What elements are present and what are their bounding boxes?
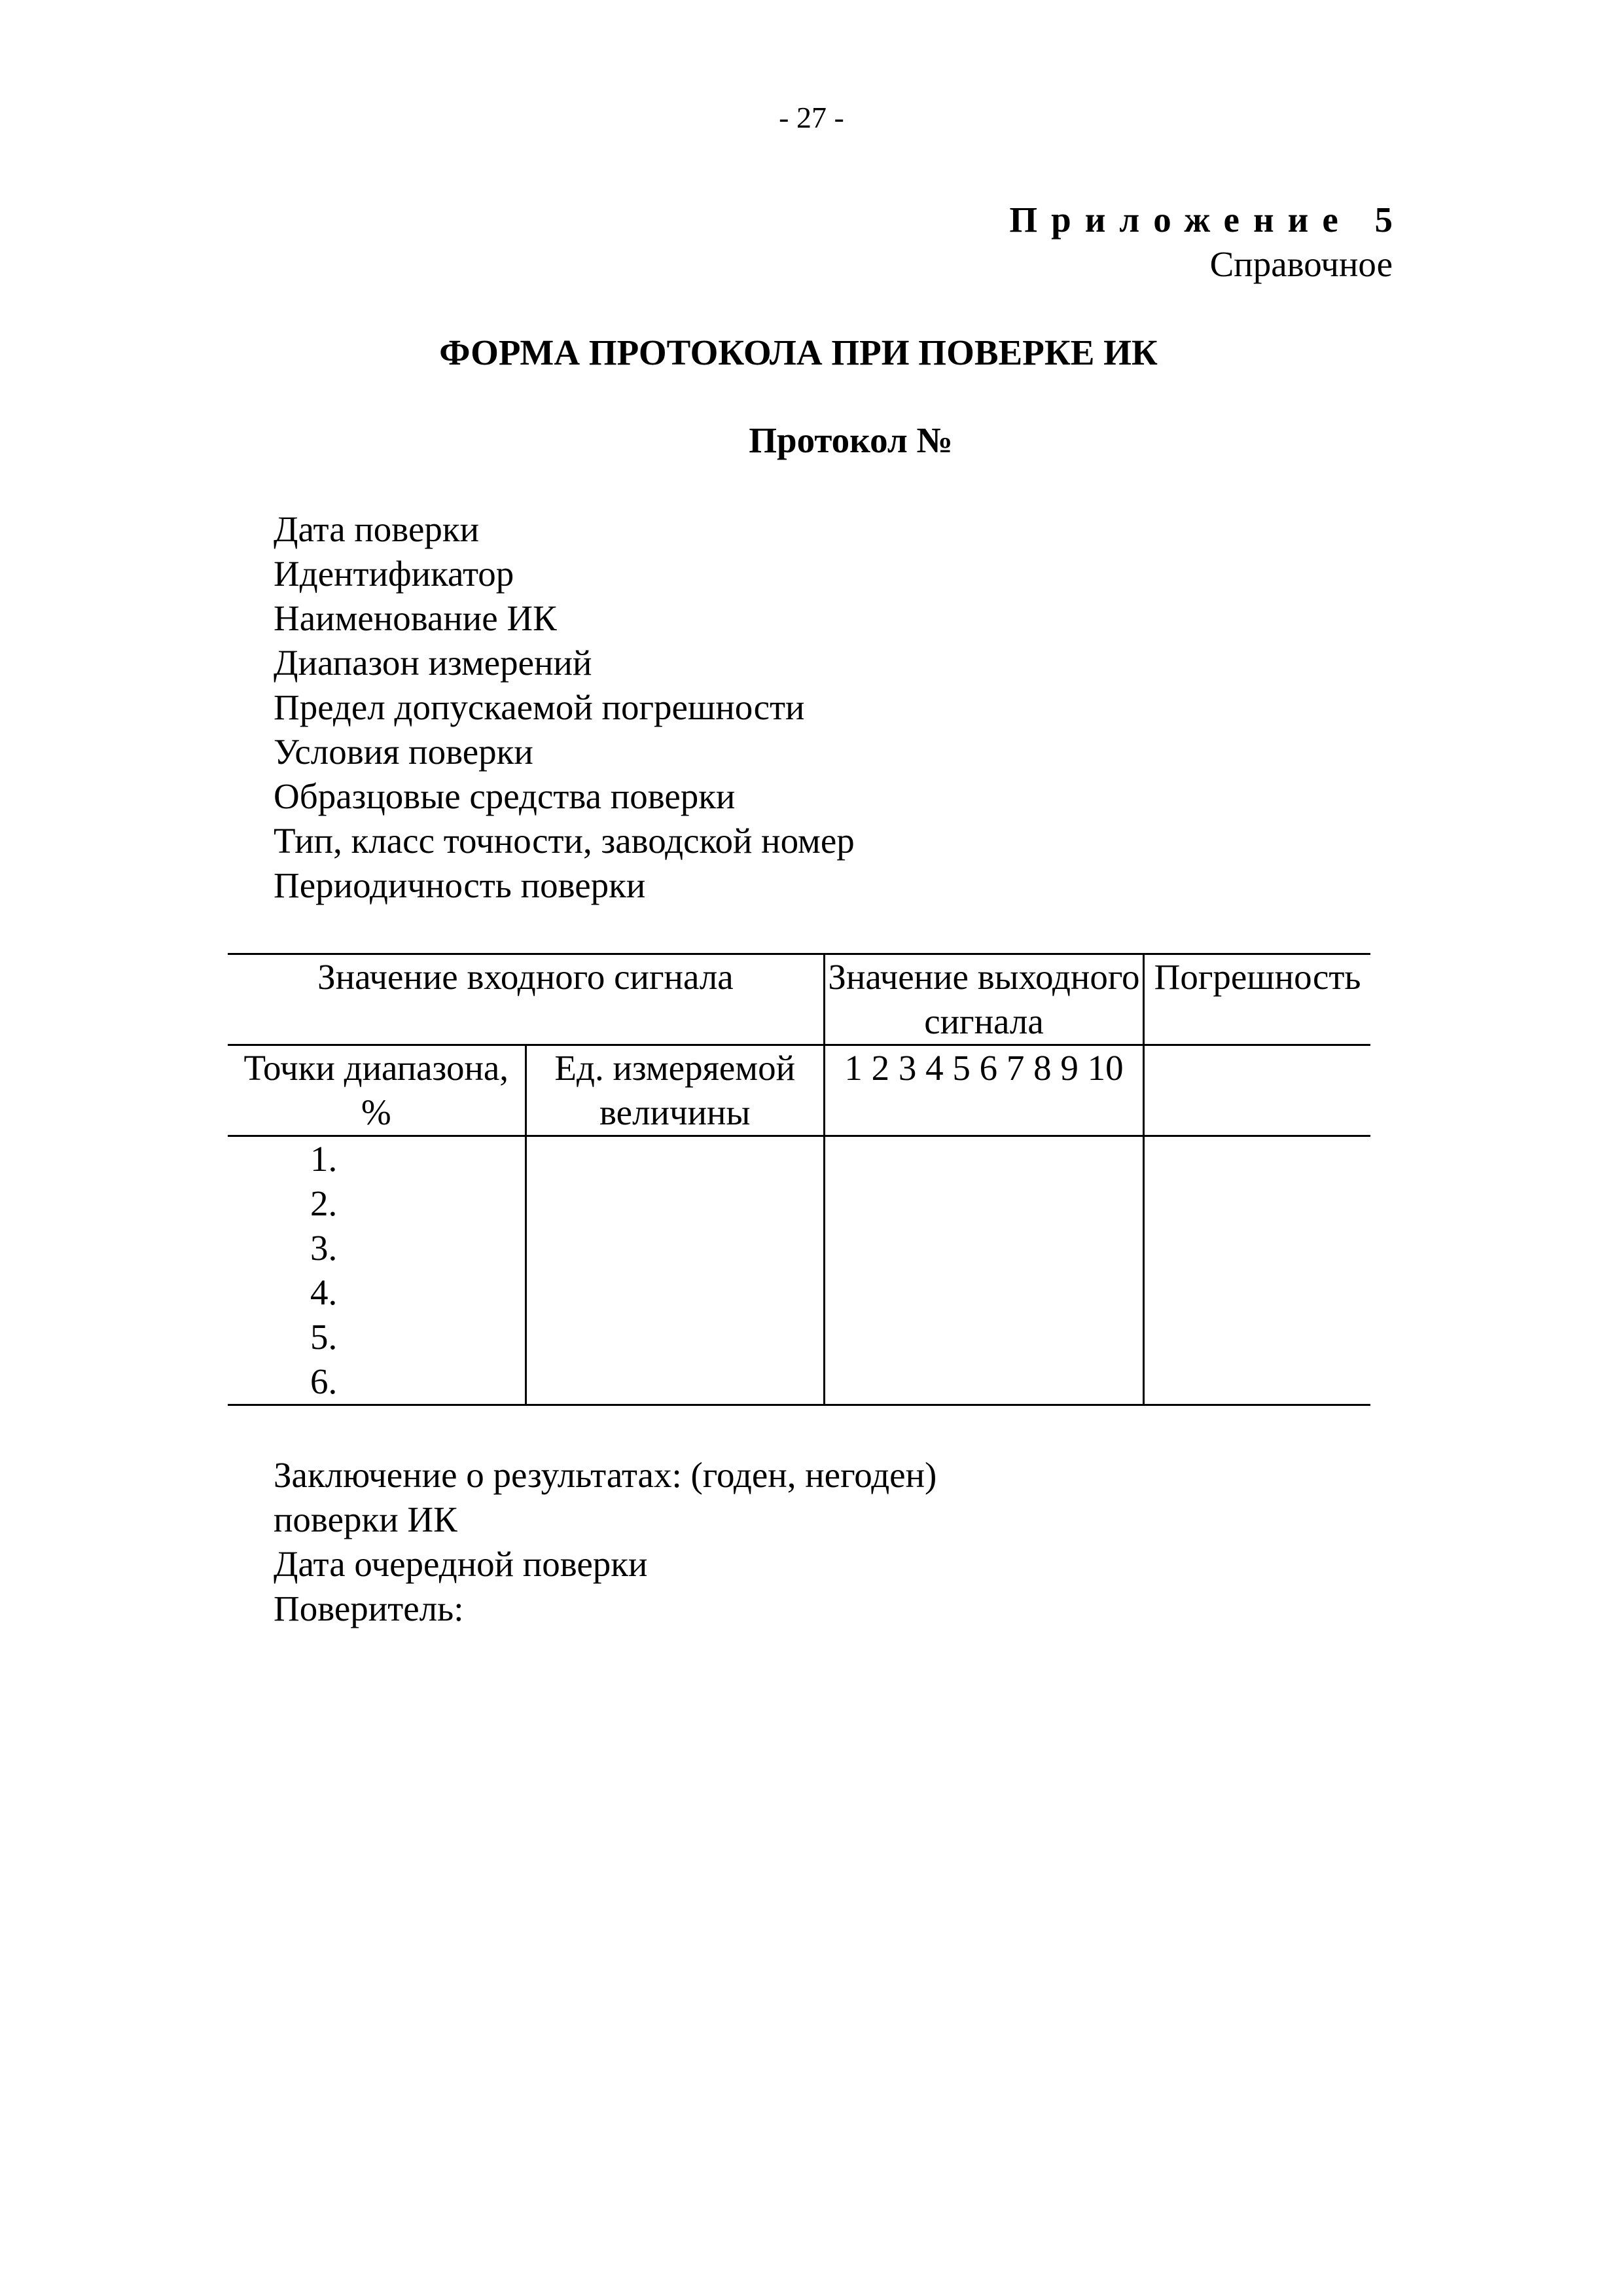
point-item: 5. bbox=[310, 1317, 338, 1357]
conclusion-verifier: Поверитель: bbox=[274, 1588, 464, 1628]
appendix-type: Справочное bbox=[1209, 244, 1393, 284]
subheader-error-empty bbox=[1144, 1045, 1370, 1136]
protocol-title: Протокол № bbox=[749, 420, 953, 460]
protocol-table bbox=[228, 953, 1370, 1406]
appendix-header bbox=[1009, 198, 1406, 287]
table-header-row bbox=[228, 954, 1370, 1045]
subheader-units: Ед. измеряемой величины bbox=[526, 1045, 824, 1136]
header-output-signal: Значение выходного сигнала bbox=[824, 954, 1143, 1045]
form-title: ФОРМА ПРОТОКОЛА ПРИ ПОВЕРКЕ ИК bbox=[439, 332, 1158, 372]
header-input-signal: Значение входного сигнала bbox=[228, 954, 824, 1045]
table-row bbox=[228, 1136, 1370, 1405]
field-identifier: Идентификатор bbox=[274, 554, 514, 594]
output-cell bbox=[824, 1136, 1143, 1405]
field-reference-instruments: Образцовые средства поверки bbox=[274, 776, 736, 816]
points-list bbox=[310, 1137, 525, 1404]
conclusion-list bbox=[274, 1453, 936, 1631]
field-error-limit: Предел допускаемой погрешности bbox=[274, 687, 805, 727]
point-item: 4. bbox=[310, 1272, 338, 1312]
conclusion-result: Заключение о результатах: (годен, негоден) bbox=[274, 1455, 937, 1495]
points-cell bbox=[228, 1136, 526, 1405]
field-channel-name: Наименование ИК bbox=[274, 598, 557, 638]
field-type-class-serial: Тип, класс точности, заводской номер bbox=[274, 821, 855, 861]
point-item: 1. bbox=[310, 1139, 338, 1179]
header-error: Погрешность bbox=[1144, 954, 1370, 1045]
appendix-label: Приложение 5 bbox=[1009, 200, 1406, 240]
error-cell bbox=[1144, 1136, 1370, 1405]
subheader-output-numbers: 1 2 3 4 5 6 7 8 9 10 bbox=[824, 1045, 1143, 1136]
subheader-points: Точки диапазона, % bbox=[228, 1045, 526, 1136]
page-number: - 27 - bbox=[779, 101, 844, 134]
field-verification-date: Дата поверки bbox=[274, 509, 480, 549]
conclusion-next-date: Дата очередной поверки bbox=[274, 1544, 648, 1584]
table-subheader-row bbox=[228, 1045, 1370, 1136]
point-item: 2. bbox=[310, 1183, 338, 1223]
units-cell bbox=[526, 1136, 824, 1405]
field-verification-interval: Периодичность поверки bbox=[274, 865, 646, 905]
point-item: 6. bbox=[310, 1361, 338, 1401]
protocol-fields-list bbox=[274, 507, 855, 908]
field-measurement-range: Диапазон измерений bbox=[274, 643, 592, 683]
point-item: 3. bbox=[310, 1228, 338, 1268]
conclusion-channel: поверки ИК bbox=[274, 1499, 457, 1539]
field-verification-conditions: Условия поверки bbox=[274, 732, 533, 772]
